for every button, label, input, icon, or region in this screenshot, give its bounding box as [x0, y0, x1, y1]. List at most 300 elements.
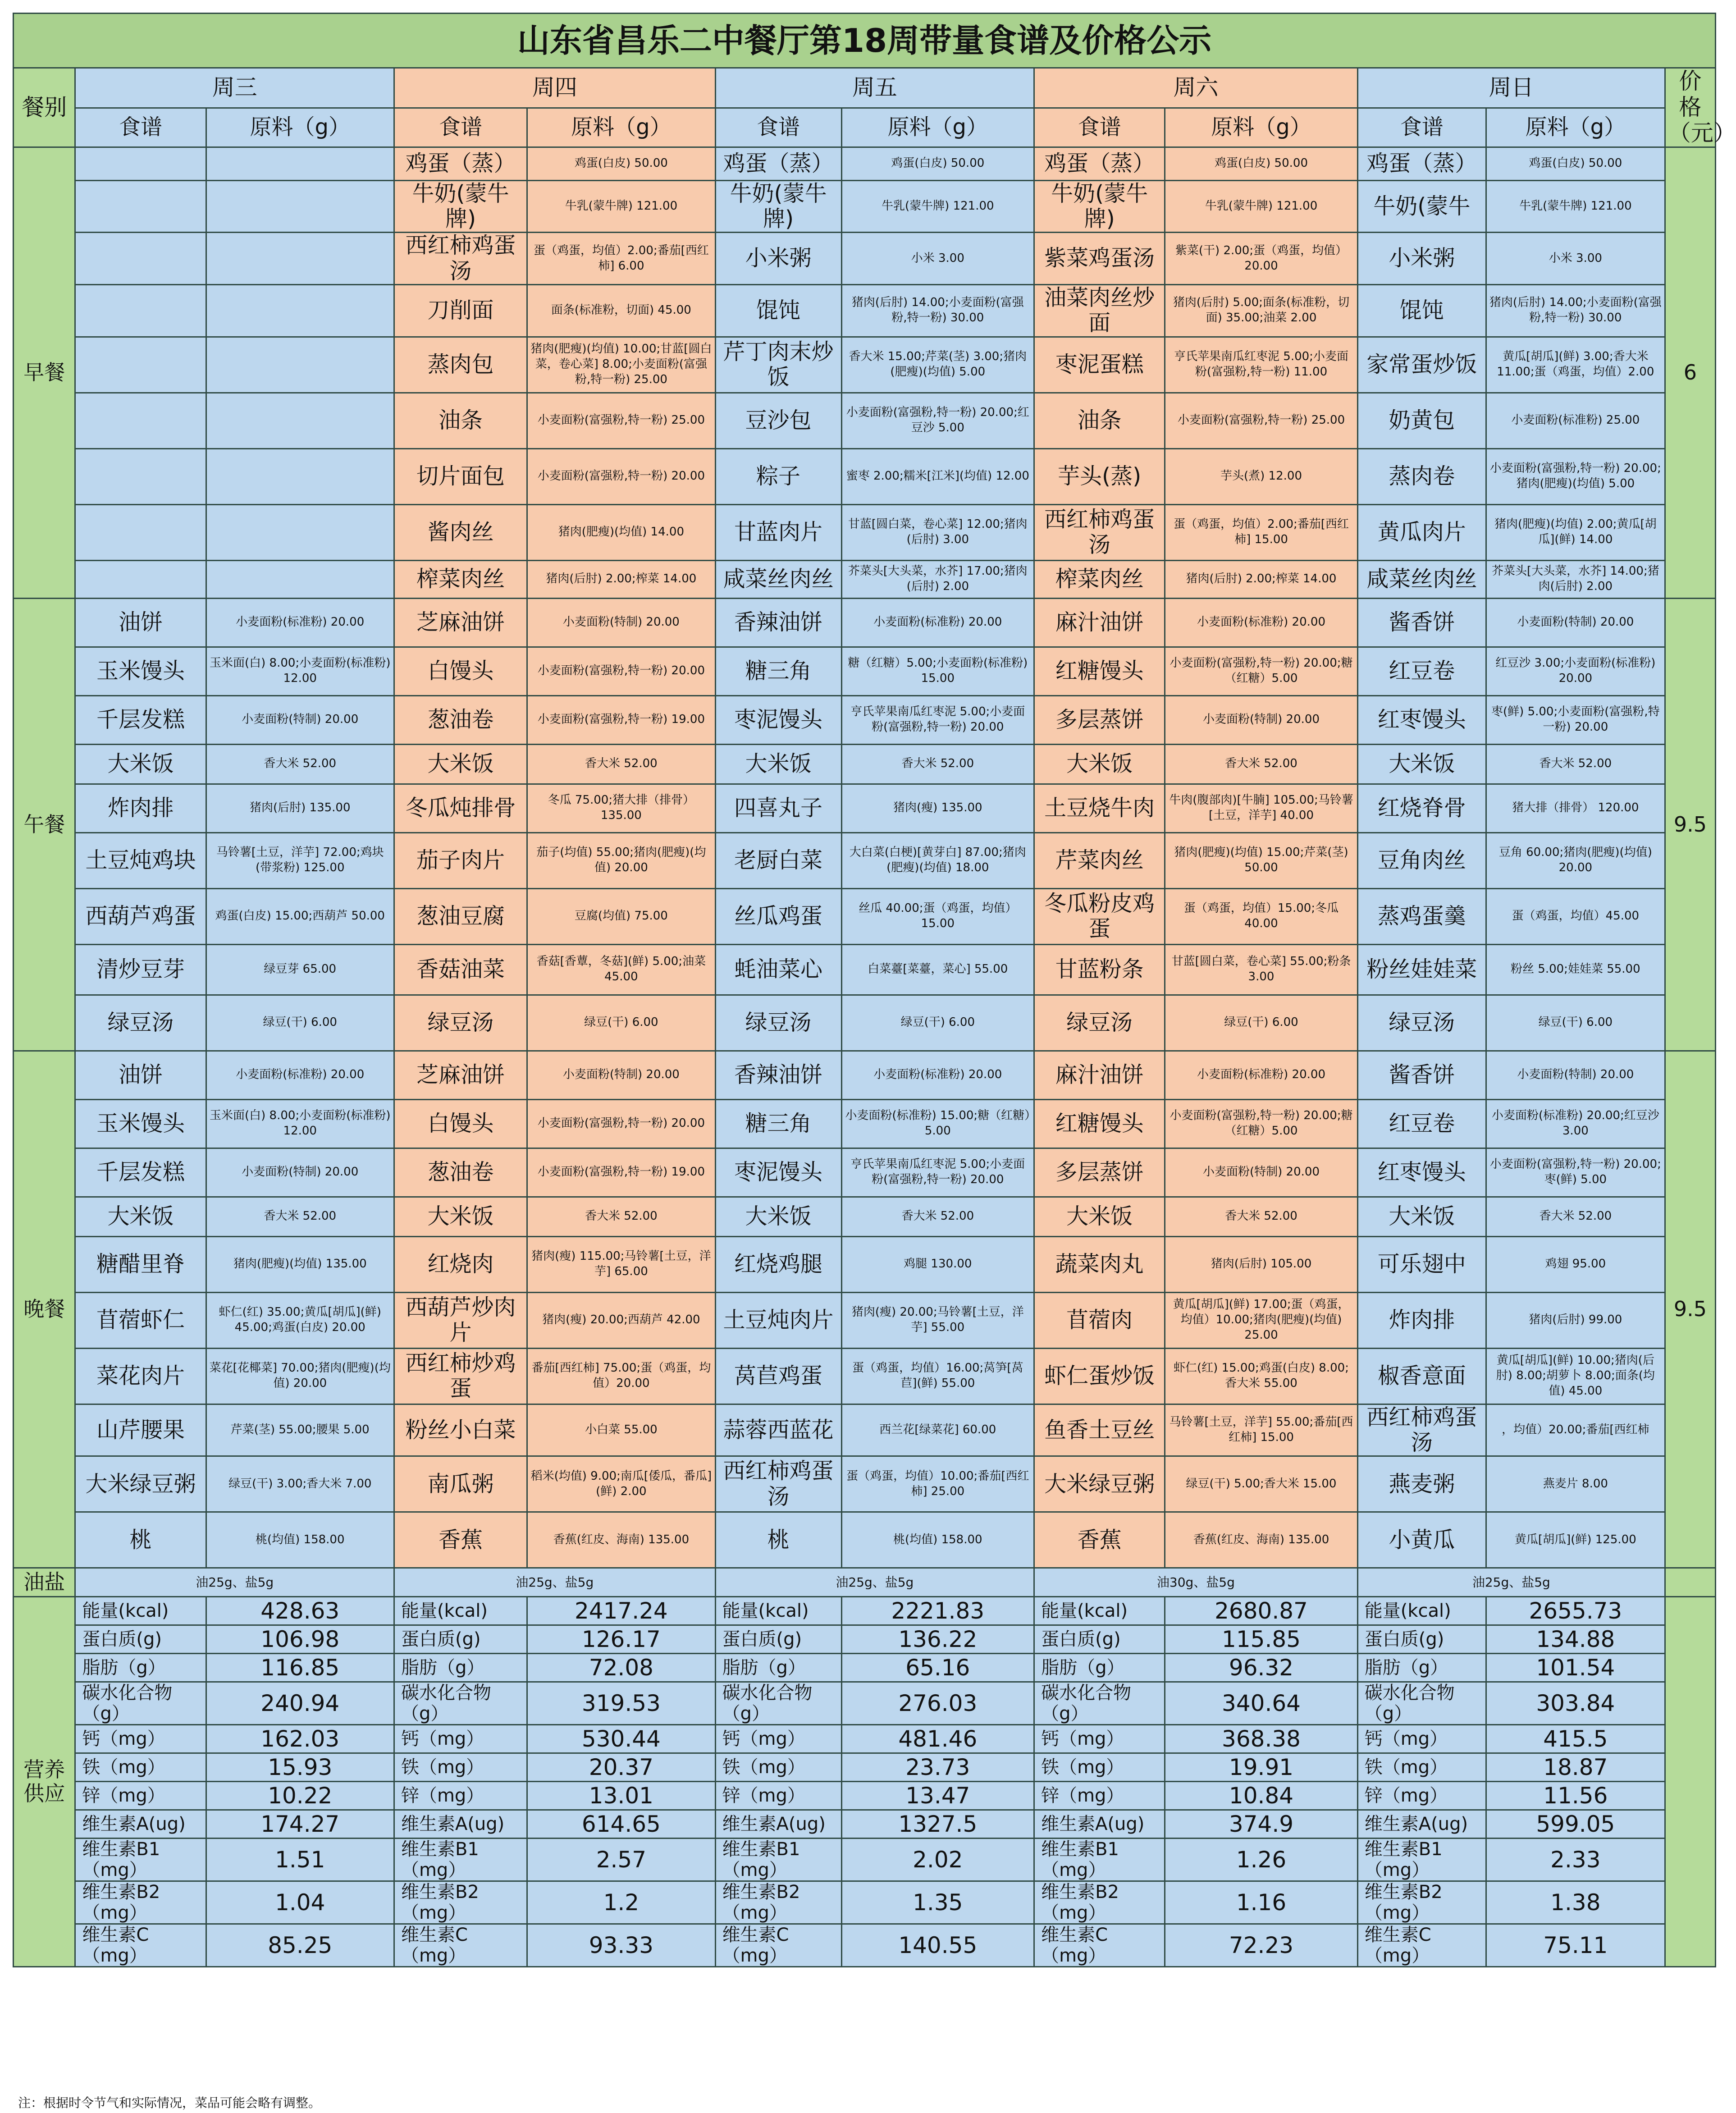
menu-row: [14, 504, 1716, 560]
nutrient-value: 10.22: [206, 1782, 394, 1810]
nutrient-name: 钙（mg）: [75, 1725, 206, 1753]
dish-name: 西葫芦鸡蛋: [75, 888, 206, 944]
nutrient-value: 65.16: [841, 1654, 1034, 1682]
title-row: [14, 14, 1716, 68]
dish-ingredients: 小麦面粉(标准粉) 20.00: [1165, 1051, 1358, 1099]
nutrient-value: 10.84: [1165, 1782, 1358, 1810]
dish-ingredients: 猪肉(后肘) 2.00;榨菜 14.00: [527, 560, 715, 598]
dish-ingredients: 小麦面粉(标准粉) 20.00: [841, 598, 1034, 647]
nutrient-name: 能量(kcal): [75, 1597, 206, 1625]
dish-ingredients: 猪肉(后肘) 99.00: [1486, 1292, 1665, 1348]
dish-ingredients: 猪肉(肥瘦)(均值) 14.00: [527, 504, 715, 560]
dish-ingredients: 大白菜(白梗)[黄芽白] 87.00;猪肉(肥瘦)(均值) 18.00: [841, 832, 1034, 888]
nutrient-name: 维生素B2（mg）: [75, 1881, 206, 1924]
nutrient-name: 锌（mg）: [715, 1782, 841, 1810]
dish-name: 虾仁蛋炒饭: [1034, 1348, 1165, 1404]
dish-ingredients: 鸡蛋(白皮) 50.00: [1165, 147, 1358, 180]
day-header: 周三: [75, 68, 394, 108]
dish-name: 酱肉丝: [394, 504, 527, 560]
dish-ingredients: 香大米 52.00: [841, 1197, 1034, 1236]
dish-name: 大米饭: [715, 744, 841, 784]
nutrient-name: 维生素C（mg）: [75, 1924, 206, 1967]
dish-name: 白馒头: [394, 1099, 527, 1148]
dish-name: 咸菜丝肉丝: [1357, 560, 1486, 598]
dish-name: 甘蓝粉条: [1034, 944, 1165, 995]
dish-ingredients: 蛋（鸡蛋，均值）15.00;冬瓜 40.00: [1165, 888, 1358, 944]
dish-ingredients: 鸡蛋(白皮) 50.00: [1486, 147, 1665, 180]
dish-ingredients: 黄瓜[胡瓜](鲜) 17.00;蛋（鸡蛋，均值）10.00;猪肉(肥瘦)(均值) 25.00: [1165, 1292, 1358, 1348]
dish-name: 切片面包: [394, 448, 527, 504]
dish-ingredients: 马铃薯[土豆，洋芋] 72.00;鸡块(带浆粉) 125.00: [206, 832, 394, 888]
nutrient-value: 85.25: [206, 1924, 394, 1967]
dish-ingredients: 黄瓜[胡瓜](鲜) 3.00;香大米 11.00;蛋（鸡蛋，均值）2.00: [1486, 337, 1665, 393]
dish-ingredients: 绿豆芽 65.00: [206, 944, 394, 995]
dish-name: 油条: [394, 393, 527, 448]
dish-name: 牛奶(蒙牛: [1357, 180, 1486, 233]
dish-name: 酱香饼: [1357, 1051, 1486, 1099]
nutrition-row: [14, 1682, 1716, 1725]
dish-name: 莴苣鸡蛋: [715, 1348, 841, 1404]
dish-name: 油条: [1034, 393, 1165, 448]
dish-name: 大米饭: [1034, 1197, 1165, 1236]
dish-ingredients: 亨氏苹果南瓜红枣泥 5.00;小麦面粉(富强粉,特一粉) 20.00: [841, 695, 1034, 744]
dish-ingredients: 小麦面粉(特制) 20.00: [527, 598, 715, 647]
dish-name: 玉米馒头: [75, 1099, 206, 1148]
dish-ingredients: 猪肉(瘦) 20.00;马铃薯[土豆，洋芋] 55.00: [841, 1292, 1034, 1348]
dish-name: 奶黄包: [1357, 393, 1486, 448]
dish-name: [75, 147, 206, 180]
dish-ingredients: 小麦面粉(富强粉,特一粉) 20.00: [527, 448, 715, 504]
dish-ingredients: 猪肉(后肘) 14.00;小麦面粉(富强粉,特一粉) 30.00: [1486, 284, 1665, 337]
weekly-menu-table: [13, 13, 1736, 1967]
nutrient-value: 93.33: [527, 1924, 715, 1967]
nutrient-name: 锌（mg）: [1034, 1782, 1165, 1810]
nutrient-name: 锌（mg）: [394, 1782, 527, 1810]
dish-ingredients: 绿豆(干) 6.00: [527, 995, 715, 1051]
dish-ingredients: 小麦面粉(富强粉,特一粉) 25.00: [527, 393, 715, 448]
nutrient-value: 72.08: [527, 1654, 715, 1682]
dish-name: [75, 180, 206, 233]
dish-ingredients: 蛋（鸡蛋，均值）45.00: [1486, 888, 1665, 944]
menu-row: [14, 1051, 1716, 1099]
dish-name: 大米饭: [394, 744, 527, 784]
dish-name: 蒸鸡蛋羹: [1357, 888, 1486, 944]
dish-name: 炸肉排: [75, 784, 206, 832]
nutrient-value: 374.9: [1165, 1810, 1358, 1839]
dish-name: 枣泥馒头: [715, 695, 841, 744]
dish-ingredients: 黄瓜[胡瓜](鲜) 125.00: [1486, 1512, 1665, 1568]
menu-row: [14, 1236, 1716, 1292]
dish-ingredients: 小白菜 55.00: [527, 1404, 715, 1456]
nutrient-name: 碳水化合物（g）: [715, 1682, 841, 1725]
nutrient-name: 碳水化合物（g）: [394, 1682, 527, 1725]
dish-name: 大米饭: [1034, 744, 1165, 784]
dish-ingredients: 绿豆(干) 6.00: [1486, 995, 1665, 1051]
dish-ingredients: [206, 560, 394, 598]
dish-name: 鱼香土豆丝: [1034, 1404, 1165, 1456]
dish-name: 芹菜肉丝: [1034, 832, 1165, 888]
dish-ingredients: 桃(均值) 158.00: [841, 1512, 1034, 1568]
dish-name: 糖三角: [715, 647, 841, 695]
meal-name: 晚餐: [14, 1051, 75, 1568]
menu-row: [14, 1404, 1716, 1456]
dish-ingredients: 牛乳(蒙牛牌) 121.00: [1165, 180, 1358, 233]
menu-row: [14, 744, 1716, 784]
nutrient-value: 116.85: [206, 1654, 394, 1682]
dish-name: 油饼: [75, 1051, 206, 1099]
nutrient-name: 蛋白质(g): [75, 1625, 206, 1654]
nutrient-value: 15.93: [206, 1753, 394, 1782]
nutrition-row: [14, 1597, 1716, 1625]
dish-ingredients: 小麦面粉(富强粉,特一粉) 20.00;红豆沙 5.00: [841, 393, 1034, 448]
dish-ingredients: 鸡腿 130.00: [841, 1236, 1034, 1292]
meal-name: 早餐: [14, 147, 75, 598]
nutrient-value: 11.56: [1486, 1782, 1665, 1810]
dish-name: 苜蓿肉: [1034, 1292, 1165, 1348]
recipe-col-header: 食谱: [1034, 108, 1165, 147]
dish-name: 多层蒸饼: [1034, 695, 1165, 744]
menu-row: [14, 233, 1716, 285]
dish-ingredients: 小麦面粉(标准粉) 25.00: [1486, 393, 1665, 448]
dish-name: 大米饭: [75, 1197, 206, 1236]
dish-ingredients: 香大米 52.00: [1165, 1197, 1358, 1236]
dish-name: 红烧脊骨: [1357, 784, 1486, 832]
nutrient-value: 134.88: [1486, 1625, 1665, 1654]
nutrient-name: 维生素A(ug): [715, 1810, 841, 1839]
dish-ingredients: 小麦面粉(富强粉,特一粉) 20.00: [527, 647, 715, 695]
menu-row: [14, 995, 1716, 1051]
dish-name: 小米粥: [1357, 233, 1486, 285]
dish-name: 甘蓝肉片: [715, 504, 841, 560]
menu-row: [14, 647, 1716, 695]
nutrient-value: 340.64: [1165, 1682, 1358, 1725]
menu-row: [14, 448, 1716, 504]
dish-ingredients: 豆腐(均值) 75.00: [527, 888, 715, 944]
dish-ingredients: 蛋（鸡蛋，均值）2.00;番茄[西红柿] 15.00: [1165, 504, 1358, 560]
nutrient-value: 2.57: [527, 1839, 715, 1881]
dish-ingredients: 小麦面粉(标准粉) 20.00;红豆沙 3.00: [1486, 1099, 1665, 1148]
menu-row: [14, 888, 1716, 944]
dish-name: 糖醋里脊: [75, 1236, 206, 1292]
dish-ingredients: ，均值）20.00;番茄[西红柿: [1486, 1404, 1665, 1456]
nutrient-value: 1.16: [1165, 1881, 1358, 1924]
dish-name: 炸肉排: [1357, 1292, 1486, 1348]
nutrient-value: 20.37: [527, 1753, 715, 1782]
dish-name: [75, 284, 206, 337]
dish-ingredients: 菜花[花椰菜] 70.00;猪肉(肥瘦)(均值) 20.00: [206, 1348, 394, 1404]
dish-ingredients: 茄子(均值) 55.00;猪肉(肥瘦)(均值) 20.00: [527, 832, 715, 888]
dish-ingredients: 芹菜(茎) 55.00;腰果 5.00: [206, 1404, 394, 1456]
nutrient-name: 维生素A(ug): [1357, 1810, 1486, 1839]
oil-salt-value: 油25g、盐5g: [75, 1568, 394, 1597]
nutrient-name: 锌（mg）: [75, 1782, 206, 1810]
recipe-col-header: 食谱: [1357, 108, 1486, 147]
dish-name: 绿豆汤: [75, 995, 206, 1051]
nutrient-name: 蛋白质(g): [394, 1625, 527, 1654]
dish-ingredients: 芥菜头[大头菜，水芥] 17.00;猪肉(后肘) 2.00: [841, 560, 1034, 598]
dish-name: 咸菜丝肉丝: [715, 560, 841, 598]
nutrition-row: [14, 1725, 1716, 1753]
nutrient-value: 136.22: [841, 1625, 1034, 1654]
dish-name: 清炒豆芽: [75, 944, 206, 995]
nutrient-name: 维生素A(ug): [1034, 1810, 1165, 1839]
nutrient-value: 2655.73: [1486, 1597, 1665, 1625]
nutrient-value: 2680.87: [1165, 1597, 1358, 1625]
menu-row: [14, 784, 1716, 832]
nutrient-name: 钙（mg）: [1034, 1725, 1165, 1753]
nutrient-name: 维生素A(ug): [394, 1810, 527, 1839]
nutrient-value: 415.5: [1486, 1725, 1665, 1753]
oil-salt-value: 油25g、盐5g: [394, 1568, 715, 1597]
nutrient-value: 1.26: [1165, 1839, 1358, 1881]
nutrition-row: [14, 1924, 1716, 1967]
dish-ingredients: 亨氏苹果南瓜红枣泥 5.00;小麦面粉(富强粉,特一粉) 11.00: [1165, 337, 1358, 393]
dish-name: [75, 504, 206, 560]
dish-name: 四喜丸子: [715, 784, 841, 832]
dish-name: 香菇油菜: [394, 944, 527, 995]
nutrient-name: 钙（mg）: [715, 1725, 841, 1753]
nutrient-value: 481.46: [841, 1725, 1034, 1753]
dish-name: 绿豆汤: [715, 995, 841, 1051]
dish-ingredients: 蛋（鸡蛋，均值）16.00;莴笋[莴苣](鲜) 55.00: [841, 1348, 1034, 1404]
nutrient-value: 162.03: [206, 1725, 394, 1753]
dish-ingredients: 小麦面粉(特制) 20.00: [206, 1148, 394, 1197]
dish-name: 冬瓜粉皮鸡蛋: [1034, 888, 1165, 944]
dish-name: 麻汁油饼: [1034, 1051, 1165, 1099]
nutrient-value: 1.2: [527, 1881, 715, 1924]
dish-name: 可乐翅中: [1357, 1236, 1486, 1292]
menu-row: [14, 147, 1716, 180]
dish-ingredients: 小麦面粉(富强粉,特一粉) 25.00: [1165, 393, 1358, 448]
menu-row: [14, 832, 1716, 888]
column-header-row: [14, 108, 1716, 147]
dish-name: 大米饭: [394, 1197, 527, 1236]
menu-row: [14, 284, 1716, 337]
day-header: 周六: [1034, 68, 1358, 108]
dish-ingredients: 鸡蛋(白皮) 15.00;西葫芦 50.00: [206, 888, 394, 944]
dish-name: 红糖馒头: [1034, 1099, 1165, 1148]
dish-name: 紫菜鸡蛋汤: [1034, 233, 1165, 285]
dish-ingredients: 猪肉(肥瘦)(均值) 15.00;芹菜(茎) 50.00: [1165, 832, 1358, 888]
dish-name: 大米饭: [1357, 744, 1486, 784]
nutrient-name: 脂肪（g）: [715, 1654, 841, 1682]
oil-salt-value: 油25g、盐5g: [1357, 1568, 1665, 1597]
dish-name: 西红柿鸡蛋汤: [1357, 1404, 1486, 1456]
dish-ingredients: 小麦面粉(特制) 20.00: [1165, 695, 1358, 744]
dish-name: 多层蒸饼: [1034, 1148, 1165, 1197]
nutrient-value: 599.05: [1486, 1810, 1665, 1839]
dish-ingredients: 芋头(煮) 12.00: [1165, 448, 1358, 504]
dish-ingredients: [206, 393, 394, 448]
nutrient-name: 能量(kcal): [715, 1597, 841, 1625]
dish-ingredients: 粉丝 5.00;娃娃菜 55.00: [1486, 944, 1665, 995]
dish-ingredients: 小麦面粉(富强粉,特一粉) 19.00: [527, 695, 715, 744]
dish-ingredients: 香大米 52.00: [1486, 1197, 1665, 1236]
dish-name: 芹丁肉末炒饭: [715, 337, 841, 393]
nutrient-name: 碳水化合物（g）: [1357, 1682, 1486, 1725]
nutrition-row: [14, 1782, 1716, 1810]
nutrient-name: 能量(kcal): [394, 1597, 527, 1625]
dish-ingredients: 香大米 15.00;芹菜(茎) 3.00;猪肉(肥瘦)(均值) 5.00: [841, 337, 1034, 393]
price-header: 价格 （元）: [1665, 68, 1715, 147]
dish-name: 香辣油饼: [715, 598, 841, 647]
nutrient-value: 106.98: [206, 1625, 394, 1654]
dish-name: 牛奶(蒙牛牌): [1034, 180, 1165, 233]
dish-ingredients: 猪肉(肥瘦)(均值) 2.00;黄瓜[胡瓜](鲜) 14.00: [1486, 504, 1665, 560]
dish-name: 椒香意面: [1357, 1348, 1486, 1404]
menu-row: [14, 1197, 1716, 1236]
dish-ingredients: 豆角 60.00;猪肉(肥瘦)(均值) 20.00: [1486, 832, 1665, 888]
nutrient-name: 脂肪（g）: [1357, 1654, 1486, 1682]
dish-ingredients: 绿豆(干) 6.00: [1165, 995, 1358, 1051]
dish-ingredients: 小麦面粉(标准粉) 20.00: [206, 1051, 394, 1099]
dish-name: 小黄瓜: [1357, 1512, 1486, 1568]
dish-ingredients: 糖（红糖）5.00;小麦面粉(标准粉) 15.00: [841, 647, 1034, 695]
nutrient-name: 维生素B1（mg）: [715, 1839, 841, 1881]
dish-name: 大米饭: [75, 744, 206, 784]
oil-salt-price: [1665, 1568, 1715, 1597]
dish-name: 千层发糕: [75, 695, 206, 744]
dish-ingredients: 小米 3.00: [841, 233, 1034, 285]
nutrition-row: [14, 1625, 1716, 1654]
dish-ingredients: 猪肉(肥瘦)(均值) 10.00;甘蓝[圆白菜，卷心菜] 8.00;小麦面粉(富强粉,特一粉) 25.00: [527, 337, 715, 393]
dish-ingredients: 绿豆(干) 3.00;香大米 7.00: [206, 1456, 394, 1512]
dish-ingredients: 丝瓜 40.00;蛋（鸡蛋，均值）15.00: [841, 888, 1034, 944]
dish-name: 豆沙包: [715, 393, 841, 448]
menu-row: [14, 695, 1716, 744]
dish-name: 牛奶(蒙牛牌): [394, 180, 527, 233]
dish-ingredients: 小米 3.00: [1486, 233, 1665, 285]
menu-row: [14, 944, 1716, 995]
dish-ingredients: 红豆沙 3.00;小麦面粉(标准粉) 20.00: [1486, 647, 1665, 695]
dish-ingredients: 小麦面粉(富强粉,特一粉) 20.00;糖（红糖）5.00: [1165, 1099, 1358, 1148]
ingredient-col-header: 原料（g）: [1165, 108, 1358, 147]
nutrient-name: 维生素B2（mg）: [1034, 1881, 1165, 1924]
dish-ingredients: 猪肉(瘦) 135.00: [841, 784, 1034, 832]
dish-ingredients: 香大米 52.00: [527, 1197, 715, 1236]
dish-name: 刀削面: [394, 284, 527, 337]
dish-ingredients: 面条(标准粉，切面) 45.00: [527, 284, 715, 337]
dish-ingredients: 蜜枣 2.00;糯米[江米](均值) 12.00: [841, 448, 1034, 504]
dish-name: 白馒头: [394, 647, 527, 695]
nutrient-name: 脂肪（g）: [1034, 1654, 1165, 1682]
dish-ingredients: 小麦面粉(特制) 20.00: [1165, 1148, 1358, 1197]
dish-ingredients: 小麦面粉(标准粉) 20.00: [1165, 598, 1358, 647]
oil-salt-label: 油盐: [14, 1568, 75, 1597]
nutrient-name: 维生素B2（mg）: [394, 1881, 527, 1924]
dish-name: 大米绿豆粥: [75, 1456, 206, 1512]
menu-row: [14, 1512, 1716, 1568]
dish-ingredients: 猪肉(瘦) 20.00;西葫芦 42.00: [527, 1292, 715, 1348]
nutrient-value: 2221.83: [841, 1597, 1034, 1625]
nutrient-value: 115.85: [1165, 1625, 1358, 1654]
dish-ingredients: 小麦面粉(标准粉) 15.00;糖（红糖）5.00: [841, 1099, 1034, 1148]
dish-name: 油菜肉丝炒面: [1034, 284, 1165, 337]
nutrient-name: 能量(kcal): [1357, 1597, 1486, 1625]
dish-name: 千层发糕: [75, 1148, 206, 1197]
dish-ingredients: 绿豆(干) 6.00: [841, 995, 1034, 1051]
dish-ingredients: 香蕉(红皮、海南) 135.00: [527, 1512, 715, 1568]
nutrient-value: 1.04: [206, 1881, 394, 1924]
dish-name: 牛奶(蒙牛牌): [715, 180, 841, 233]
menu-row: [14, 180, 1716, 233]
dish-ingredients: 西兰花[绿菜花] 60.00: [841, 1404, 1034, 1456]
dish-name: 葱油豆腐: [394, 888, 527, 944]
dish-ingredients: 猪肉(后肘) 105.00: [1165, 1236, 1358, 1292]
nutrient-name: 铁（mg）: [1034, 1753, 1165, 1782]
nutrient-name: 蛋白质(g): [1034, 1625, 1165, 1654]
dish-name: 丝瓜鸡蛋: [715, 888, 841, 944]
dish-ingredients: 马铃薯[土豆，洋芋] 55.00;番茄[西红柿] 15.00: [1165, 1404, 1358, 1456]
dish-ingredients: 白菜薹[菜薹，菜心] 55.00: [841, 944, 1034, 995]
dish-name: 葱油卷: [394, 1148, 527, 1197]
ingredient-col-header: 原料（g）: [1486, 108, 1665, 147]
dish-name: 榨菜肉丝: [1034, 560, 1165, 598]
nutrition-row: [14, 1654, 1716, 1682]
day-header: 周日: [1357, 68, 1665, 108]
recipe-col-header: 食谱: [715, 108, 841, 147]
dish-name: 蚝油菜心: [715, 944, 841, 995]
dish-ingredients: 枣(鲜) 5.00;小麦面粉(富强粉,特一粉) 20.00: [1486, 695, 1665, 744]
dish-ingredients: [206, 504, 394, 560]
nutrient-name: 维生素B1（mg）: [394, 1839, 527, 1881]
dish-name: 芋头(蒸): [1034, 448, 1165, 504]
nutrient-name: 碳水化合物（g）: [75, 1682, 206, 1725]
dish-ingredients: 黄瓜[胡瓜](鲜) 10.00;猪肉(后肘) 8.00;胡萝卜 8.00;面条(均值) 45.00: [1486, 1348, 1665, 1404]
dish-ingredients: 芥菜头[大头菜，水芥] 14.00;猪肉(后肘) 2.00: [1486, 560, 1665, 598]
nutrient-name: 维生素C（mg）: [715, 1924, 841, 1967]
nutrient-name: 维生素B1（mg）: [1357, 1839, 1486, 1881]
nutrient-value: 2417.24: [527, 1597, 715, 1625]
dish-ingredients: 猪肉(肥瘦)(均值) 135.00: [206, 1236, 394, 1292]
nutrient-name: 钙（mg）: [394, 1725, 527, 1753]
dish-ingredients: 桃(均值) 158.00: [206, 1512, 394, 1568]
dish-name: 西红柿炒鸡蛋: [394, 1348, 527, 1404]
dish-name: 枣泥蛋糕: [1034, 337, 1165, 393]
dish-ingredients: 玉米面(白) 8.00;小麦面粉(标准粉) 12.00: [206, 1099, 394, 1148]
menu-row: [14, 560, 1716, 598]
dish-ingredients: 小麦面粉(标准粉) 20.00: [841, 1051, 1034, 1099]
nutrient-value: 1.51: [206, 1839, 394, 1881]
dish-ingredients: 小麦面粉(富强粉,特一粉) 20.00;枣(鲜) 5.00: [1486, 1148, 1665, 1197]
dish-name: 红枣馒头: [1357, 695, 1486, 744]
day-header-row: [14, 68, 1716, 108]
nutrient-name: 碳水化合物（g）: [1034, 1682, 1165, 1725]
nutrient-value: 72.23: [1165, 1924, 1358, 1967]
dish-ingredients: 蛋（鸡蛋，均值）10.00;番茄[西红柿] 25.00: [841, 1456, 1034, 1512]
dish-name: 土豆炖肉片: [715, 1292, 841, 1348]
dish-ingredients: 猪肉(后肘) 5.00;面条(标准粉，切面) 35.00;油菜 2.00: [1165, 284, 1358, 337]
nutrition-price: [1665, 1597, 1715, 1967]
dish-name: 红烧肉: [394, 1236, 527, 1292]
dish-name: 鸡蛋（蒸）: [1357, 147, 1486, 180]
nutrition-row: [14, 1810, 1716, 1839]
dish-name: 西红柿鸡蛋汤: [1034, 504, 1165, 560]
meal-price: 6: [1665, 147, 1715, 598]
dish-ingredients: 牛乳(蒙牛牌) 121.00: [841, 180, 1034, 233]
dish-name: 燕麦粥: [1357, 1456, 1486, 1512]
dish-name: 大米饭: [1357, 1197, 1486, 1236]
nutrient-value: 614.65: [527, 1810, 715, 1839]
dish-ingredients: 冬瓜 75.00;猪大排（排骨）135.00: [527, 784, 715, 832]
dish-ingredients: 小麦面粉(特制) 20.00: [1486, 1051, 1665, 1099]
page-title: 山东省昌乐二中餐厅第18周带量食谱及价格公示: [14, 14, 1716, 68]
dish-ingredients: 小麦面粉(特制) 20.00: [527, 1051, 715, 1099]
nutrient-name: 铁（mg）: [715, 1753, 841, 1782]
dish-name: 家常蛋炒饭: [1357, 337, 1486, 393]
oil-salt-row: [14, 1568, 1716, 1597]
nutrient-value: 1327.5: [841, 1810, 1034, 1839]
